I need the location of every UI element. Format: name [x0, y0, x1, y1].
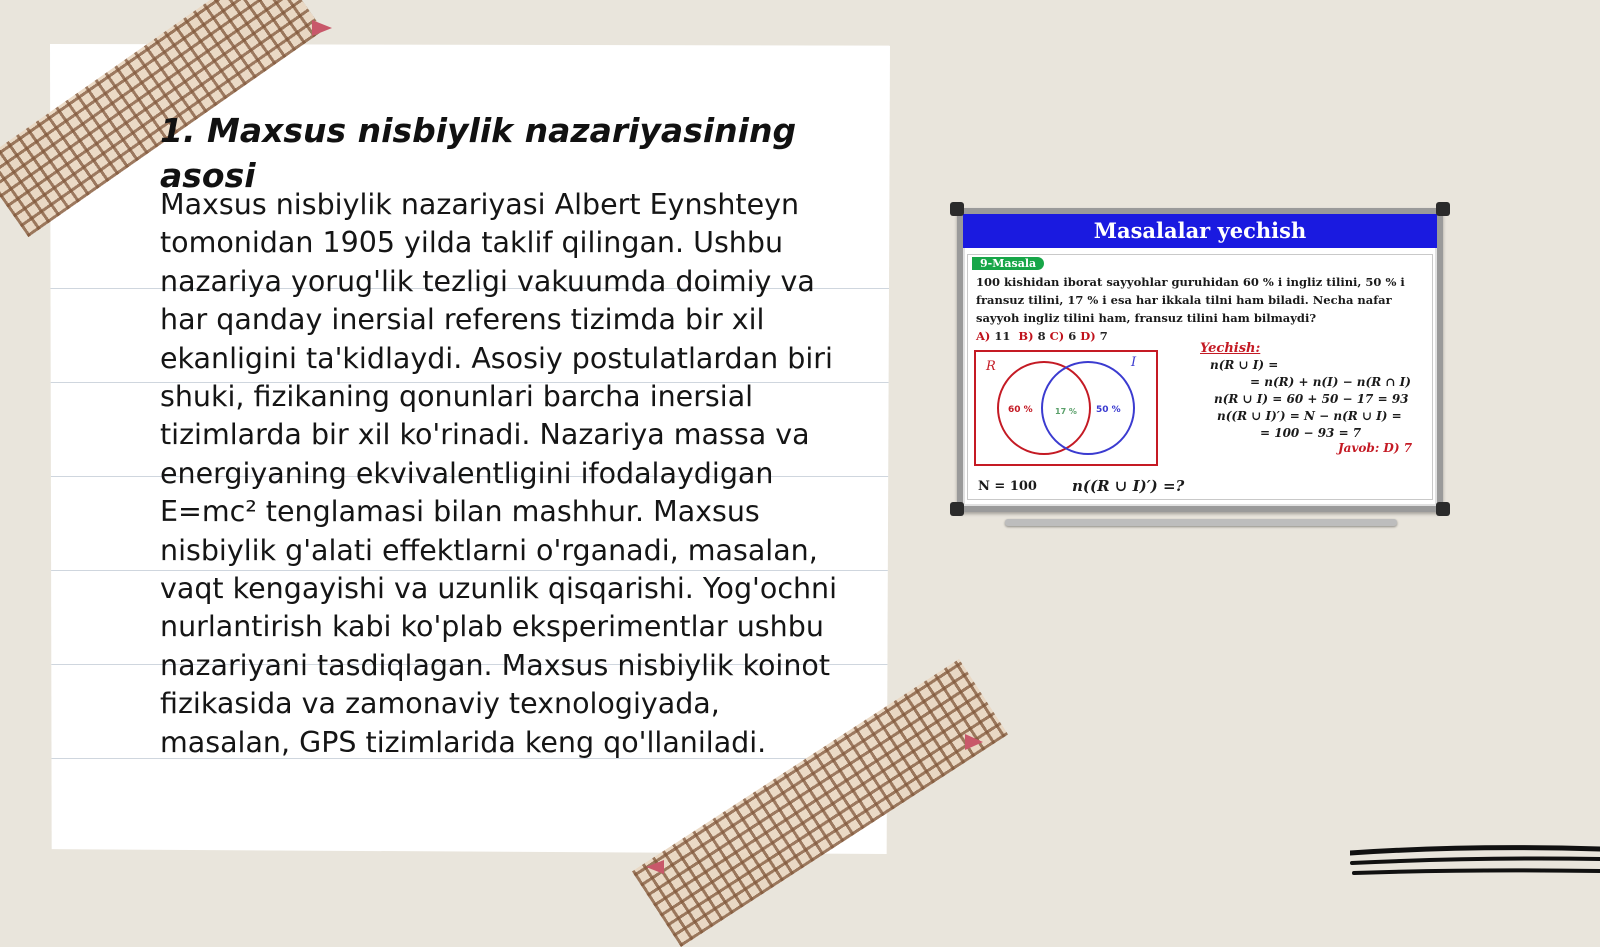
tape-corner-decoration — [312, 20, 332, 36]
venn-label-r: R — [986, 359, 996, 374]
answer-b-value: 8 — [1037, 329, 1046, 343]
formula-line: n(R ∪ I) = 60 + 50 − 17 = 93 — [1214, 392, 1409, 406]
slide-body-text: Maxsus nisbiylik nazariyasi Albert Eynshteyn tomonidan 1905 yilda taklif qilingan. Ushbu nazariya yorug'lik tezligi vakuumda doimiy va har qanday inersial referens tizimda bir xil ekanligini ta'kidlaydi. Asosiy postulatlardan biri shuki, fizikaning qonunlari barcha inersial tizimlarda bir xil ko'rinadi. Nazariya massa va energiyaning ekvivalentligini ifodalaydigan E=mc² tenglamasi bilan mashhur. Maxsus nisbiylik g'alati effektlarni o'rganadi, masalan, vaqt kengayishi va uzunlik qisqarishi. Yog'ochni nurlantirish kabi ko'plab eksperimentlar ushbu nazariyani tasdiqlagan. Maxsus nisbiylik koinot fizikasida va zamonaviy texnologiyada, masalan, GPS tizimlarida keng qo'llaniladi. — [160, 188, 838, 759]
slide-title: 1. Maxsus nisbiylik nazariyasining asosi — [160, 111, 797, 195]
answer-b-label: B) — [1018, 329, 1034, 343]
answer-c-value: 6 — [1068, 329, 1077, 343]
n-total: N = 100 — [978, 479, 1037, 494]
board-corner — [950, 202, 964, 216]
answer-a-value: 11 — [994, 329, 1011, 343]
formula-line: = n(R) + n(I) − n(R ∩ I) — [1250, 375, 1411, 389]
formula-line: = 100 − 93 = 7 — [1260, 426, 1362, 440]
board-header: Masalalar yechish — [963, 214, 1437, 248]
board-marker-tray — [1005, 519, 1397, 526]
answer-a-label: A) — [976, 329, 991, 343]
venn-diagram — [974, 350, 1158, 466]
venn-left-pct: 60 % — [1008, 405, 1033, 415]
answer-d-label: D) — [1080, 329, 1096, 343]
board-content — [967, 254, 1433, 500]
venn-svg — [976, 352, 1156, 464]
venn-label-i: I — [1131, 355, 1137, 370]
answer-options — [976, 329, 1108, 343]
answer-d-value: 7 — [1099, 329, 1108, 343]
answer-c-label: C) — [1049, 329, 1065, 343]
whiteboard-image — [957, 208, 1443, 512]
formula-line: n(R ∪ I) = — [1210, 358, 1279, 372]
tape-corner-decoration — [646, 860, 664, 874]
solution-label: Yechish: — [1200, 341, 1261, 356]
board-corner — [1436, 502, 1450, 516]
question-formula: n((R ∪ I)′) =? — [1072, 477, 1185, 495]
formula-line: n((R ∪ I)′) = N − n(R ∪ I) = — [1217, 409, 1402, 423]
venn-mid-pct: 17 % — [1055, 407, 1077, 416]
venn-right-pct: 50 % — [1096, 405, 1121, 415]
tape-corner-decoration — [965, 734, 983, 750]
answer-javob: Javob: D) 7 — [1338, 441, 1413, 455]
board-corner — [950, 502, 964, 516]
problem-text: 100 kishidan iborat sayyohlar guruhidan 60 % i ingliz tilini, 50 % i fransuz tilini, 17 % i esa har ikkala tilni ham biladi. Necha nafar sayyoh ingliz tilini ham, fransuz tilini ham bilmaydi? — [976, 275, 1405, 325]
board-corner — [1436, 202, 1450, 216]
problem-tag: 9-Masala — [972, 257, 1044, 270]
brush-strokes-decoration — [1350, 845, 1600, 885]
